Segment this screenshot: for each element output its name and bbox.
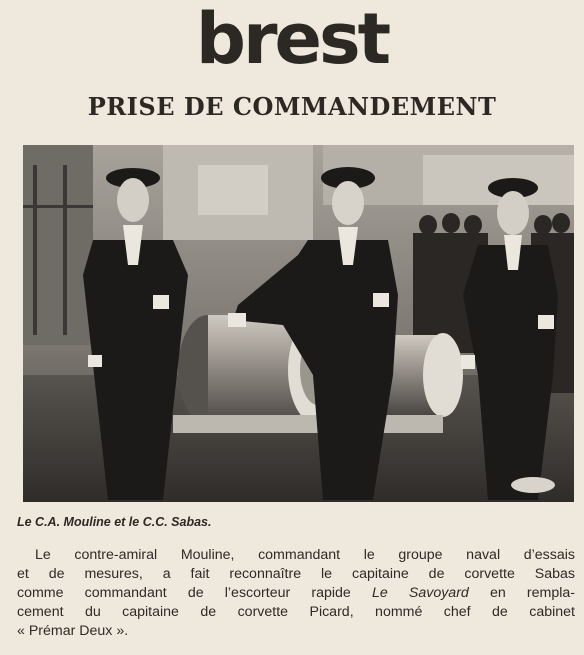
body-line: Le contre-amiral Mouline, commandant le groupe naval d’essais <box>35 547 575 563</box>
body-line-text: comme commandant de l’escorteur rapide <box>17 585 372 601</box>
section-title: brest <box>195 0 389 80</box>
body-line: cement du capitaine de corvette Picard, nommé chef de cabinet <box>17 604 575 620</box>
body-line-suffix: en rempla- <box>468 585 575 601</box>
body-line: et de mesures, a fait reconnaître le capitaine de corvette Sabas <box>17 566 575 582</box>
photo-caption: Le C.A. Mouline et le C.C. Sabas. <box>17 515 212 529</box>
article-headline: PRISE DE COMMANDEMENT <box>87 92 497 121</box>
article-photo <box>23 145 574 502</box>
body-line <box>17 584 575 603</box>
photo-illustration <box>23 145 574 502</box>
ship-name: Le Savoyard <box>371 585 469 601</box>
body-line: « Prémar Deux ». <box>17 623 129 639</box>
article-body <box>17 546 575 641</box>
